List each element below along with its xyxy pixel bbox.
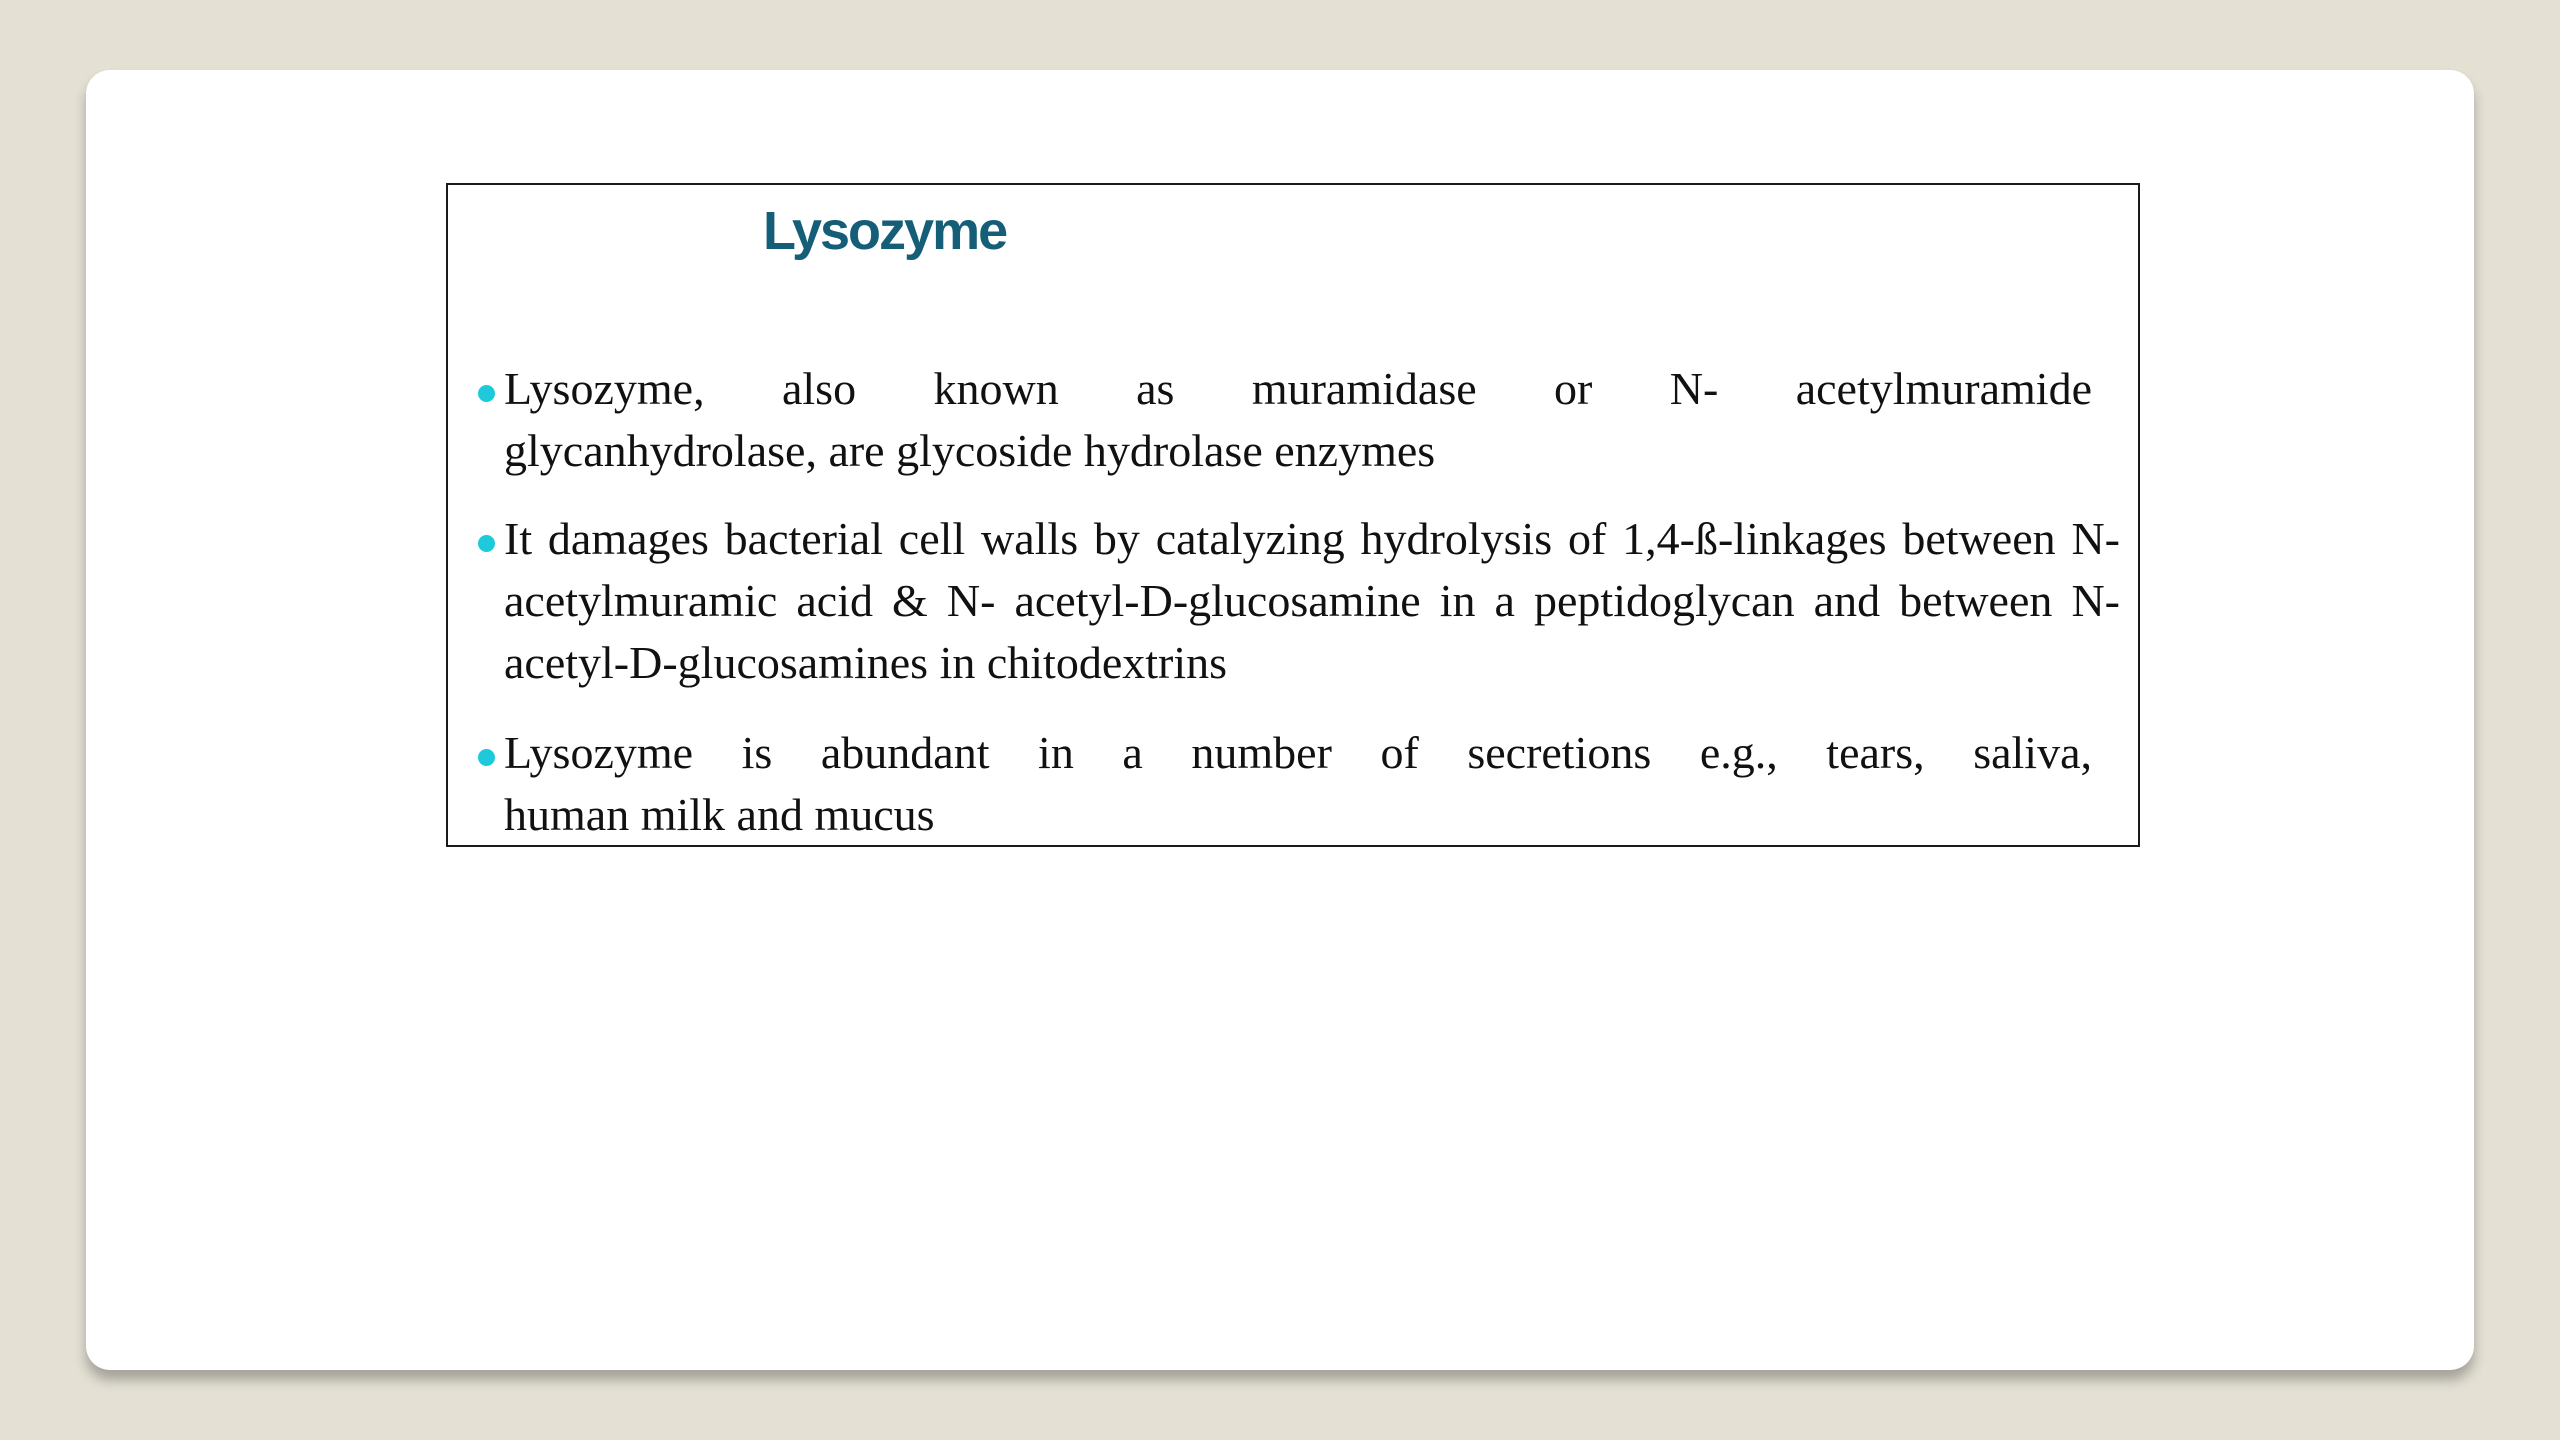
slide-title: Lysozyme (763, 201, 1007, 261)
bullet-dot-icon (478, 535, 495, 552)
bullet-line: Lysozyme is abundant in a number of secretions e.g., tears, saliva, (504, 727, 2092, 778)
bullet-line: human milk and mucus (504, 789, 935, 840)
bullet-item (476, 722, 2120, 846)
bullet-item (476, 508, 2120, 694)
bullet-text (504, 358, 2092, 482)
bullet-line: Lysozyme, also known as muramidase or N- acetylmuramide (504, 363, 2092, 414)
bullet-text: It damages bacterial cell walls by catalyzing hydrolysis of 1,4-ß-linkages between N- acetylmuramic acid & N- acetyl-D-glucosamine in a peptidoglycan and between N-acetyl-D-glucosamines in chitodextrins (504, 513, 2120, 688)
bullet-item (476, 358, 2120, 482)
bullet-text (504, 722, 2092, 846)
bullet-dot-icon (478, 385, 495, 402)
bullet-dot-icon (478, 749, 495, 766)
bullet-line: glycanhydrolase, are glycoside hydrolase enzymes (504, 425, 1436, 476)
